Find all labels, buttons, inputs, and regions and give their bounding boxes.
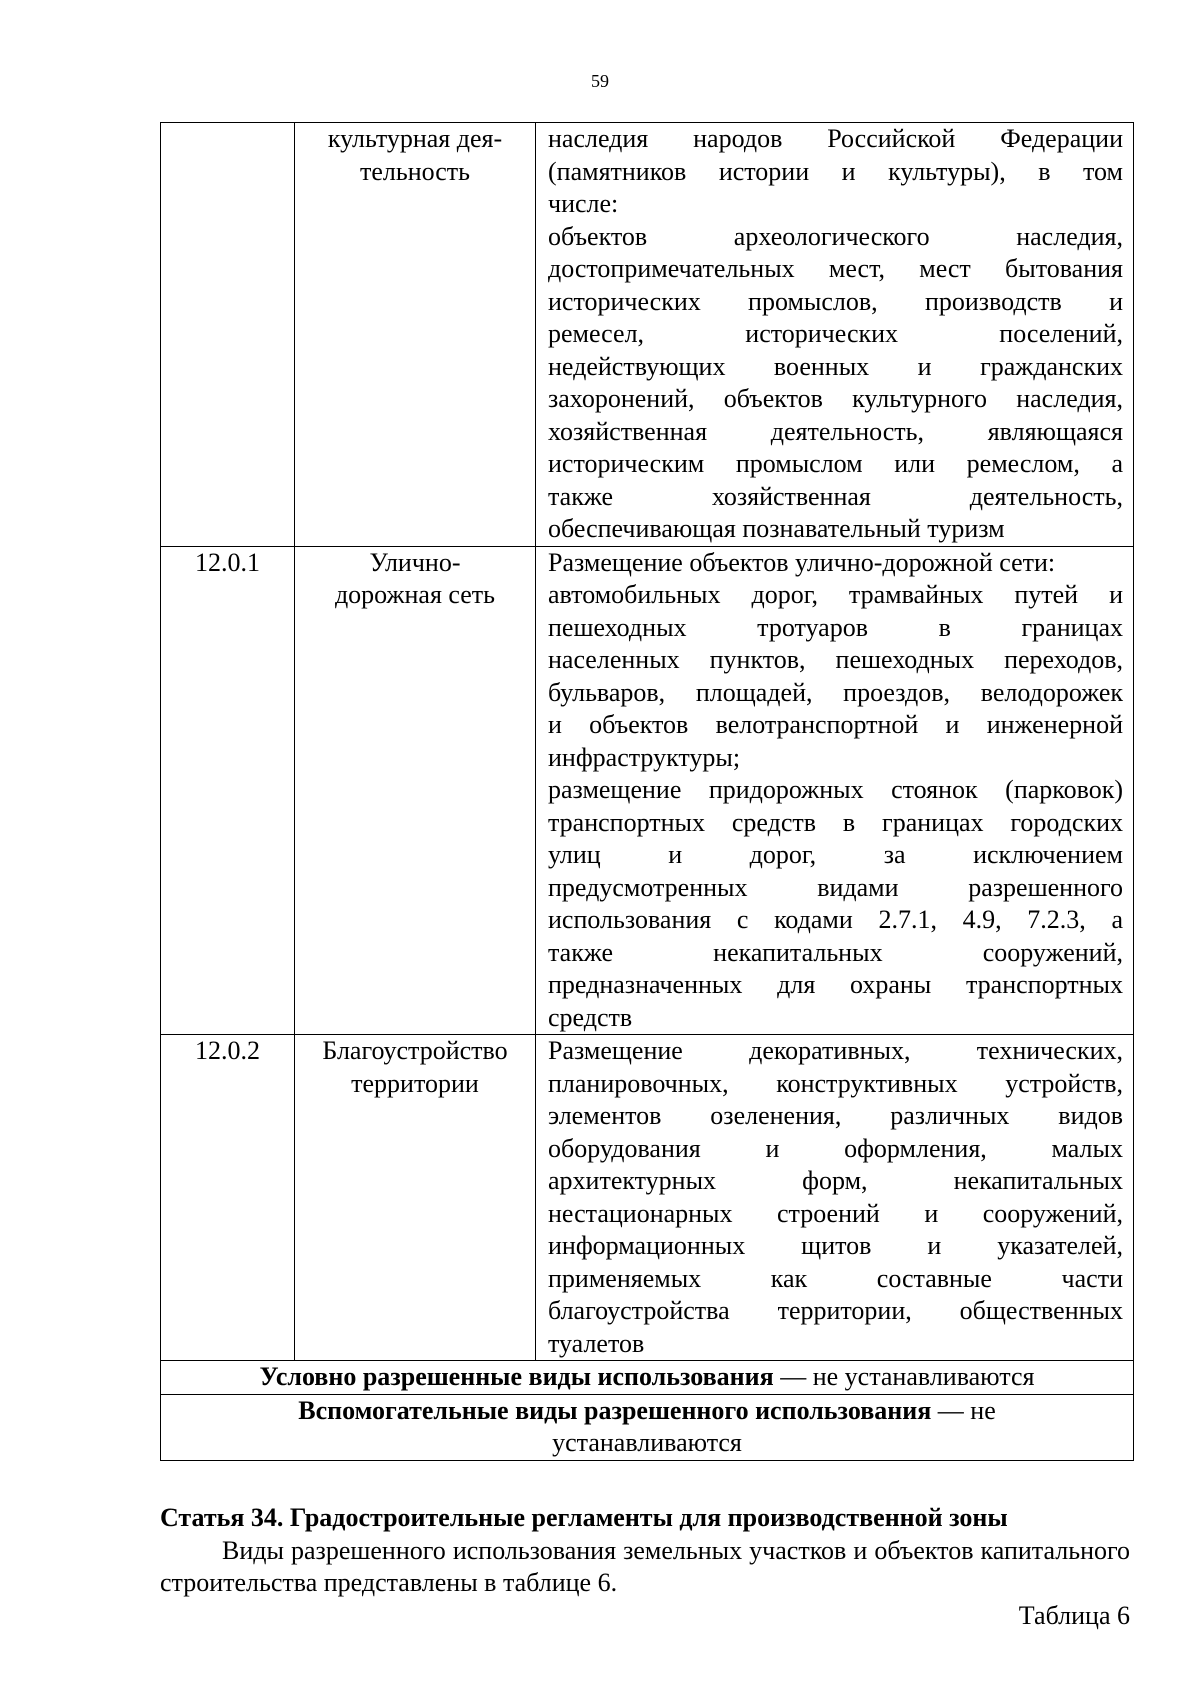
row-name-line: тельность [359, 156, 471, 186]
row-description-line: историческим промыслом или ремеслом, а [548, 449, 1123, 478]
row-description-line: наследия народов Российской Федерации [548, 124, 1123, 153]
row-code-cell [161, 123, 295, 547]
row-description-line: захоронений, объектов культурного наследия, [548, 384, 1123, 413]
row-description-line: размещение придорожных стоянок (парковок) [548, 775, 1123, 804]
article-heading: Статья 34. Градостроительные регламенты для производственной зоны [160, 1503, 1008, 1532]
row-description-line: достопримечательных мест, мест бытования [548, 254, 1123, 283]
auxiliary-uses-label: Вспомогательные виды разрешенного использования [298, 1395, 932, 1425]
conditional-uses-row [161, 1361, 1134, 1395]
table-row [161, 123, 1134, 547]
row-description-line: автомобильных дорог, трамвайных путей и [548, 580, 1123, 609]
row-description-line: средств [548, 1002, 633, 1032]
row-description-line: планировочных, конструктивных устройств, [548, 1068, 1123, 1098]
row-description-line: исторических промыслов, производств и [548, 286, 1123, 316]
row-description-line: Размещение декоративных, технических, [548, 1036, 1123, 1065]
table-caption: Таблица 6 [1018, 1600, 1130, 1630]
row-description-line: также хозяйственная деятельность, [548, 481, 1123, 511]
row-description-line: благоустройства территории, общественных [548, 1296, 1123, 1325]
row-code-cell: 12.0.1 [161, 546, 295, 1035]
row-description-line: и объектов велотранспортной и инженерной [548, 710, 1123, 739]
row-description-line: архитектурных форм, некапитальных [548, 1166, 1123, 1195]
conditional-uses-value: — не устанавливаются [773, 1362, 1035, 1391]
row-description-line: также некапитальных сооружений, [548, 937, 1123, 967]
auxiliary-uses-value-continued: устанавливаются [552, 1428, 742, 1457]
page-number: 59 [591, 71, 609, 91]
table-row [161, 1035, 1134, 1361]
auxiliary-uses-cell [161, 1394, 1134, 1460]
row-description-line: (памятников истории и культуры), в том [548, 156, 1123, 186]
row-description-line: нестационарных строений и сооружений, [548, 1198, 1123, 1228]
row-code-cell: 12.0.2 [161, 1035, 295, 1361]
row-name-cell [295, 123, 536, 547]
row-description-line: ремесел, исторических поселений, [548, 319, 1123, 348]
row-description-line: туалетов [548, 1328, 645, 1358]
row-name-line: дорожная сеть [334, 580, 496, 609]
row-description-line: Размещение объектов улично-дорожной сети: [548, 547, 1056, 577]
row-description-line: предназначенных для охраны транспортных [548, 970, 1123, 999]
land-use-table [160, 122, 1134, 1461]
row-description-line: информационных щитов и указателей, [548, 1231, 1123, 1260]
table-row [161, 546, 1134, 1035]
conditional-uses-cell [161, 1361, 1134, 1395]
row-description-line: оборудования и оформления, малых [548, 1133, 1123, 1163]
auxiliary-uses-value: — не [931, 1395, 996, 1425]
row-description-line: пешеходных тротуаров в границах [548, 612, 1123, 642]
row-description-line: предусмотренных видами разрешенного [548, 872, 1123, 902]
row-description-line: транспортных средств в границах городских [548, 807, 1123, 837]
row-description-line: хозяйственная деятельность, являющаяся [548, 416, 1123, 446]
article-section [160, 1502, 1130, 1632]
row-description-line: недействующих военных и гражданских [548, 351, 1123, 381]
row-name-cell [295, 1035, 536, 1361]
row-description-line: улиц и дорог, за исключением [548, 840, 1123, 869]
row-description-cell [536, 123, 1134, 547]
row-description-line: использования с кодами 2.7.1, 4.9, 7.2.3, а [548, 905, 1123, 934]
row-name-cell [295, 546, 536, 1035]
row-name-line: Благоустройство [322, 1036, 508, 1065]
conditional-uses-label: Условно разрешенные виды использования [259, 1362, 774, 1391]
row-description-line: элементов озеленения, различных видов [548, 1101, 1123, 1130]
row-description-line: объектов археологического наследия, [548, 221, 1123, 251]
auxiliary-uses-row [161, 1394, 1134, 1460]
row-name-line: культурная дея- [327, 124, 503, 153]
row-description-line: числе: [548, 189, 619, 218]
row-name-line: Улично- [369, 547, 461, 577]
row-name-line: территории [351, 1068, 479, 1098]
row-description-line: обеспечивающая познавательный туризм [548, 514, 1005, 543]
article-paragraph: Виды разрешенного использования земельных участков и объектов капитального строительства представлены в таблице 6. [160, 1535, 1130, 1597]
row-description-line: инфраструктуры; [548, 742, 741, 772]
row-description-line: населенных пунктов, пешеходных переходов, [548, 645, 1123, 674]
row-description-cell [536, 1035, 1134, 1361]
row-description-line: применяемых как составные части [548, 1263, 1123, 1293]
row-description-line: бульваров, площадей, проездов, велодорожек [548, 677, 1123, 707]
row-description-cell [536, 546, 1134, 1035]
